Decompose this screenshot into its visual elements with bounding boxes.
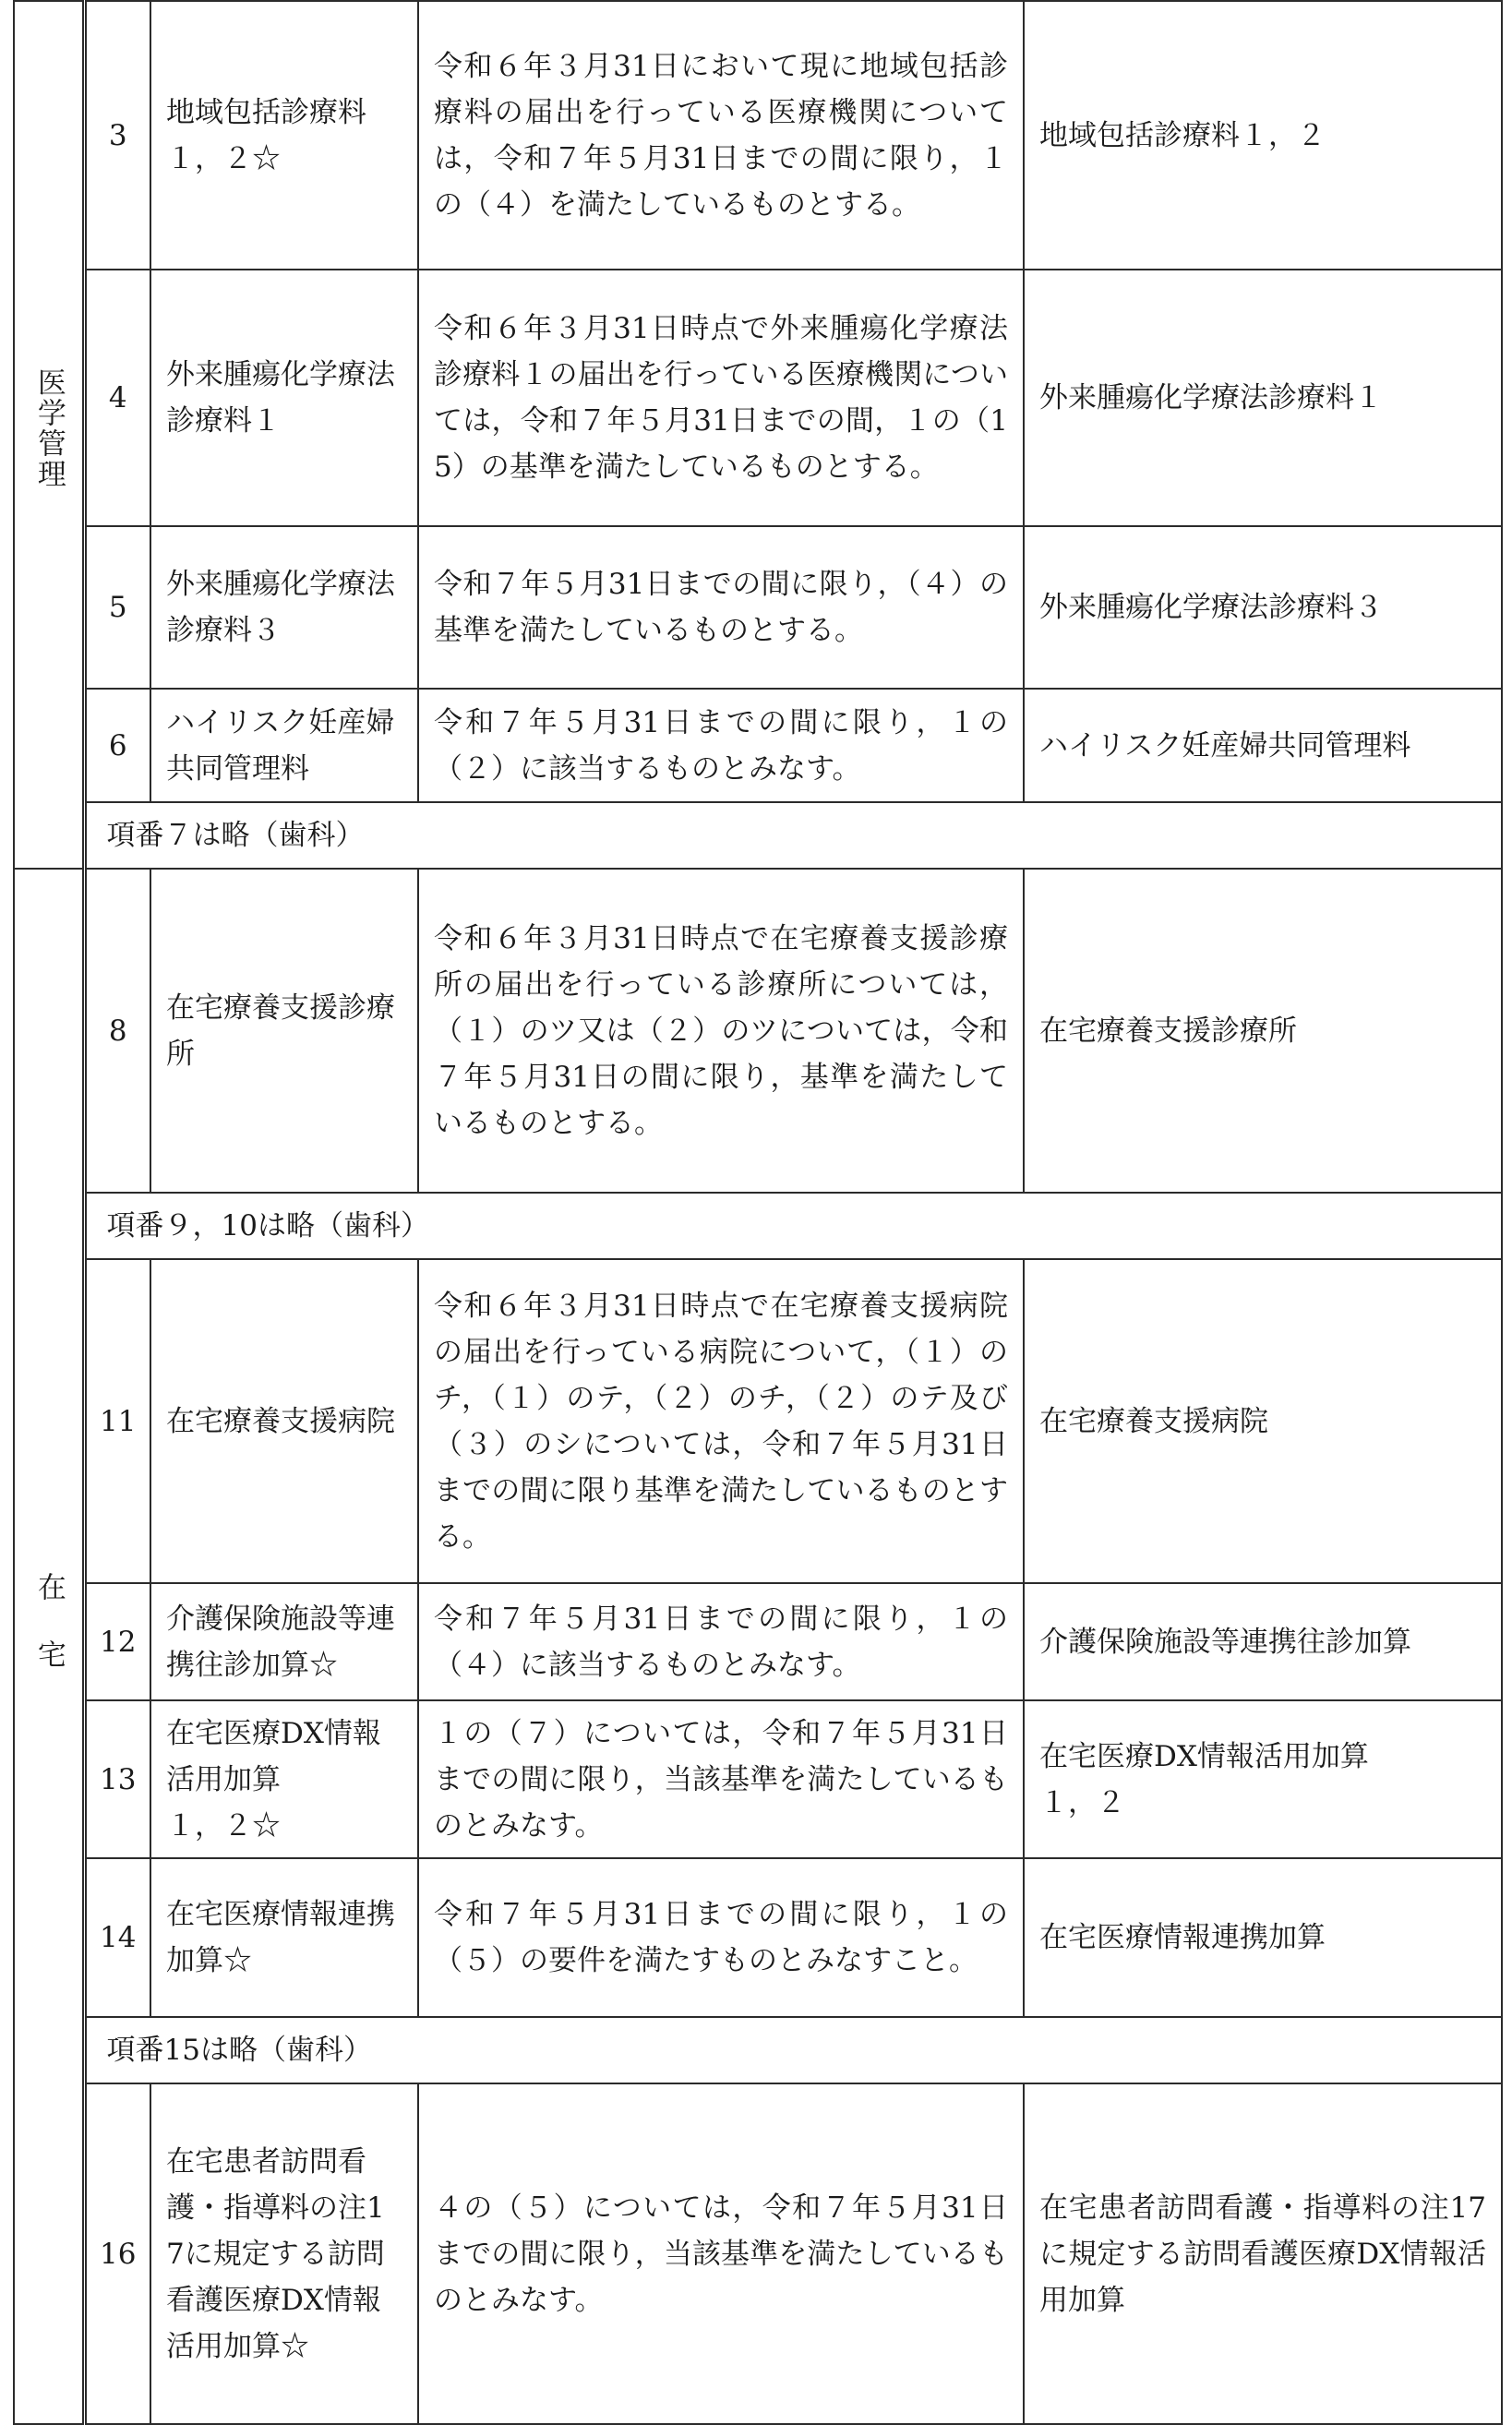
item-number: 14 (84, 1858, 150, 2017)
transition-condition: 令和７年５月31日までの間に限り，１の（５）の要件を満たすものとみなすこと。 (418, 1858, 1024, 2017)
item-name: ハイリスク妊産婦共同管理料 (150, 689, 418, 802)
target-item: 在宅療養支援病院 (1024, 1259, 1502, 1583)
item-number: 3 (84, 1, 150, 270)
target-item: ハイリスク妊産婦共同管理料 (1024, 689, 1502, 802)
target-item: 在宅医療情報連携加算 (1024, 1858, 1502, 2017)
table-row (14, 526, 1502, 689)
item-number: 4 (84, 270, 150, 526)
transition-condition: 令和６年３月31日時点で在宅療養支援病院の届出を行っている病院について，（１）のチ，（１）のテ，（２）のチ，（２）のテ及び（３）のシについては，令和７年５月31日までの間に限り基準を満たしているものとする。 (418, 1259, 1024, 1583)
transition-condition: 令和７年５月31日までの間に限り，１の（４）に該当するものとみなす。 (418, 1583, 1024, 1700)
table-row (14, 869, 1502, 1193)
omitted-note: 項番15は略（歯科） (84, 2017, 1502, 2083)
table-body (14, 1, 1502, 2424)
omitted-note: 項番７は略（歯科） (84, 802, 1502, 869)
item-name: 在宅患者訪問看護・指導料の注17に規定する訪問看護医療DX情報活用加算☆ (150, 2083, 418, 2424)
target-item: 外来腫瘍化学療法診療料１ (1024, 270, 1502, 526)
item-number: 8 (84, 869, 150, 1193)
note-row (14, 802, 1502, 869)
table-row (14, 1, 1502, 270)
item-name: 在宅医療情報連携加算☆ (150, 1858, 418, 2017)
transition-condition: ４の（５）については，令和７年５月31日までの間に限り，当該基準を満たしているものとみなす。 (418, 2083, 1024, 2424)
transition-condition: 令和６年３月31日時点で外来腫瘍化学療法診療料１の届出を行っている医療機関については，令和７年５月31日までの間，１の（15）の基準を満たしているものとする。 (418, 270, 1024, 526)
transition-condition: 令和７年５月31日までの間に限り，（４）の基準を満たしているものとする。 (418, 526, 1024, 689)
category-label: 在宅 (31, 1572, 66, 1707)
table-row (14, 2083, 1502, 2424)
table-row (14, 1858, 1502, 2017)
category-cell (14, 869, 84, 2424)
note-row (14, 1193, 1502, 1259)
table-row (14, 270, 1502, 526)
item-number: 12 (84, 1583, 150, 1700)
item-number: 5 (84, 526, 150, 689)
transition-condition: 令和７年５月31日までの間に限り，１の（２）に該当するものとみなす。 (418, 689, 1024, 802)
item-number: 6 (84, 689, 150, 802)
item-name: 在宅療養支援病院 (150, 1259, 418, 1583)
item-name: 在宅医療DX情報活用加算 １，２☆ (150, 1700, 418, 1858)
item-number: 11 (84, 1259, 150, 1583)
note-row (14, 2017, 1502, 2083)
item-name: 外来腫瘍化学療法診療料１ (150, 270, 418, 526)
item-name: 在宅療養支援診療所 (150, 869, 418, 1193)
item-name: 介護保険施設等連携往診加算☆ (150, 1583, 418, 1700)
table-row (14, 1583, 1502, 1700)
category-label: 医学管理 (31, 366, 66, 489)
table-row (14, 1700, 1502, 1858)
target-item: 地域包括診療料１，２ (1024, 1, 1502, 270)
table-row (14, 689, 1502, 802)
item-name: 外来腫瘍化学療法診療料３ (150, 526, 418, 689)
item-number: 16 (84, 2083, 150, 2424)
transition-condition: 令和６年３月31日において現に地域包括診療料の届出を行っている医療機関については，令和７年５月31日までの間に限り，１の（４）を満たしているものとする。 (418, 1, 1024, 270)
target-item: 在宅患者訪問看護・指導料の注17に規定する訪問看護医療DX情報活用加算 (1024, 2083, 1502, 2424)
table-row (14, 1259, 1502, 1583)
target-item: 介護保険施設等連携往診加算 (1024, 1583, 1502, 1700)
item-name: 地域包括診療料 １，２☆ (150, 1, 418, 270)
category-cell (14, 1, 84, 869)
transition-condition: 令和６年３月31日時点で在宅療養支援診療所の届出を行っている診療所については，（１）のツ又は（２）のツについては，令和７年５月31日の間に限り，基準を満たしているものとする。 (418, 869, 1024, 1193)
target-item: 外来腫瘍化学療法診療料３ (1024, 526, 1502, 689)
item-number: 13 (84, 1700, 150, 1858)
transition-measures-table (13, 0, 1503, 2425)
target-item: 在宅療養支援診療所 (1024, 869, 1502, 1193)
transition-condition: １の（７）については，令和７年５月31日までの間に限り，当該基準を満たしているものとみなす。 (418, 1700, 1024, 1858)
target-item: 在宅医療DX情報活用加算 １，２ (1024, 1700, 1502, 1858)
omitted-note: 項番９，10は略（歯科） (84, 1193, 1502, 1259)
